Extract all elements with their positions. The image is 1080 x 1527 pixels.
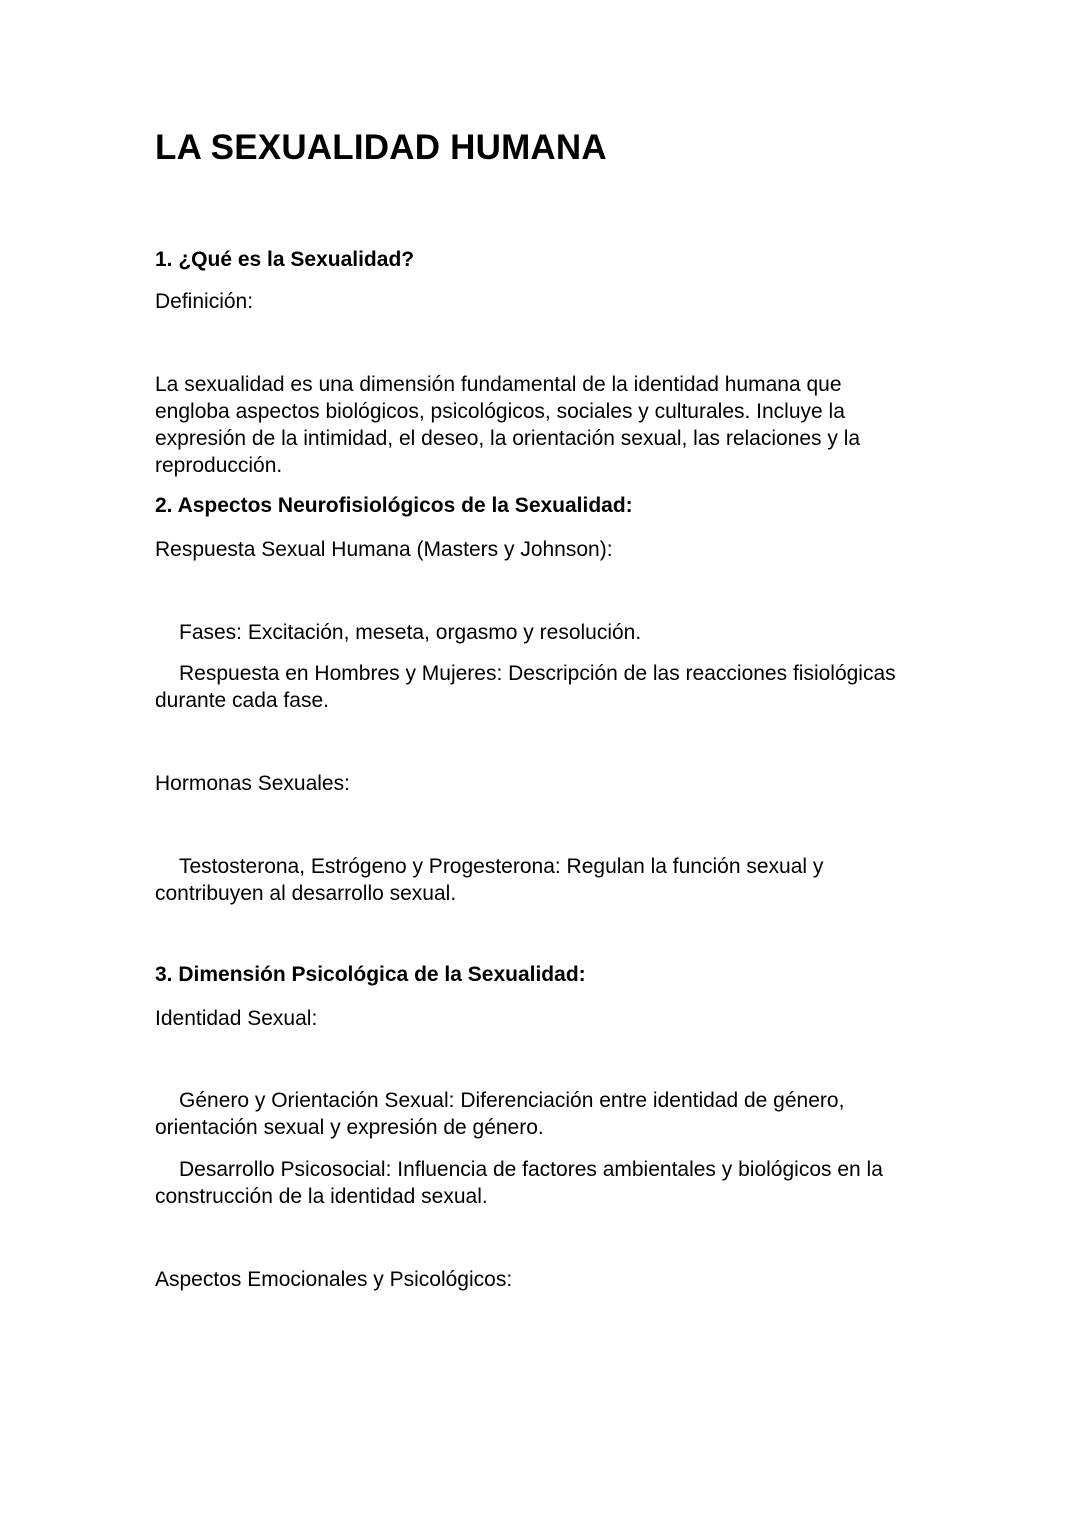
psychosocial-item-line-2: construcción de la identidad sexual. bbox=[155, 1185, 488, 1208]
emotional-aspects-label: Aspectos Emocionales y Psicológicos: bbox=[155, 1268, 513, 1291]
sexual-response-label: Respuesta Sexual Humana (Masters y Johnson): bbox=[155, 538, 613, 561]
section-1-heading: 1. ¿Qué es la Sexualidad? bbox=[155, 248, 415, 271]
definition-line-3: expresión de la intimidad, el deseo, la orientación sexual, las relaciones y la bbox=[155, 427, 861, 450]
section-3-heading: 3. Dimensión Psicológica de la Sexualidad: bbox=[155, 963, 586, 986]
definition-line-1: La sexualidad es una dimensión fundamental de la identidad humana que bbox=[155, 373, 842, 396]
definition-line-4: reproducción. bbox=[155, 454, 283, 477]
gender-item-line-2: orientación sexual y expresión de género. bbox=[155, 1116, 544, 1139]
section-2-heading: 2. Aspectos Neurofisiológicos de la Sexualidad: bbox=[155, 494, 633, 517]
document-title: LA SEXUALIDAD HUMANA bbox=[155, 128, 607, 167]
definition-line-2: engloba aspectos biológicos, psicológicos, sociales y culturales. Incluye la bbox=[155, 400, 845, 423]
response-item-line-1: Respuesta en Hombres y Mujeres: Descripción de las reacciones fisiológicas bbox=[179, 662, 896, 685]
hormones-item-line-1: Testosterona, Estrógeno y Progesterona: Regulan la función sexual y bbox=[179, 855, 824, 878]
definition-label: Definición: bbox=[155, 290, 254, 313]
sexual-identity-label: Identidad Sexual: bbox=[155, 1007, 318, 1030]
response-item-line-2: durante cada fase. bbox=[155, 689, 329, 712]
gender-item-line-1: Género y Orientación Sexual: Diferenciación entre identidad de género, bbox=[179, 1089, 845, 1112]
hormones-item-line-2: contribuyen al desarrollo sexual. bbox=[155, 882, 457, 905]
hormones-label: Hormonas Sexuales: bbox=[155, 772, 350, 795]
psychosocial-item-line-1: Desarrollo Psicosocial: Influencia de factores ambientales y biológicos en la bbox=[179, 1158, 883, 1181]
phases-item: Fases: Excitación, meseta, orgasmo y resolución. bbox=[179, 621, 642, 644]
